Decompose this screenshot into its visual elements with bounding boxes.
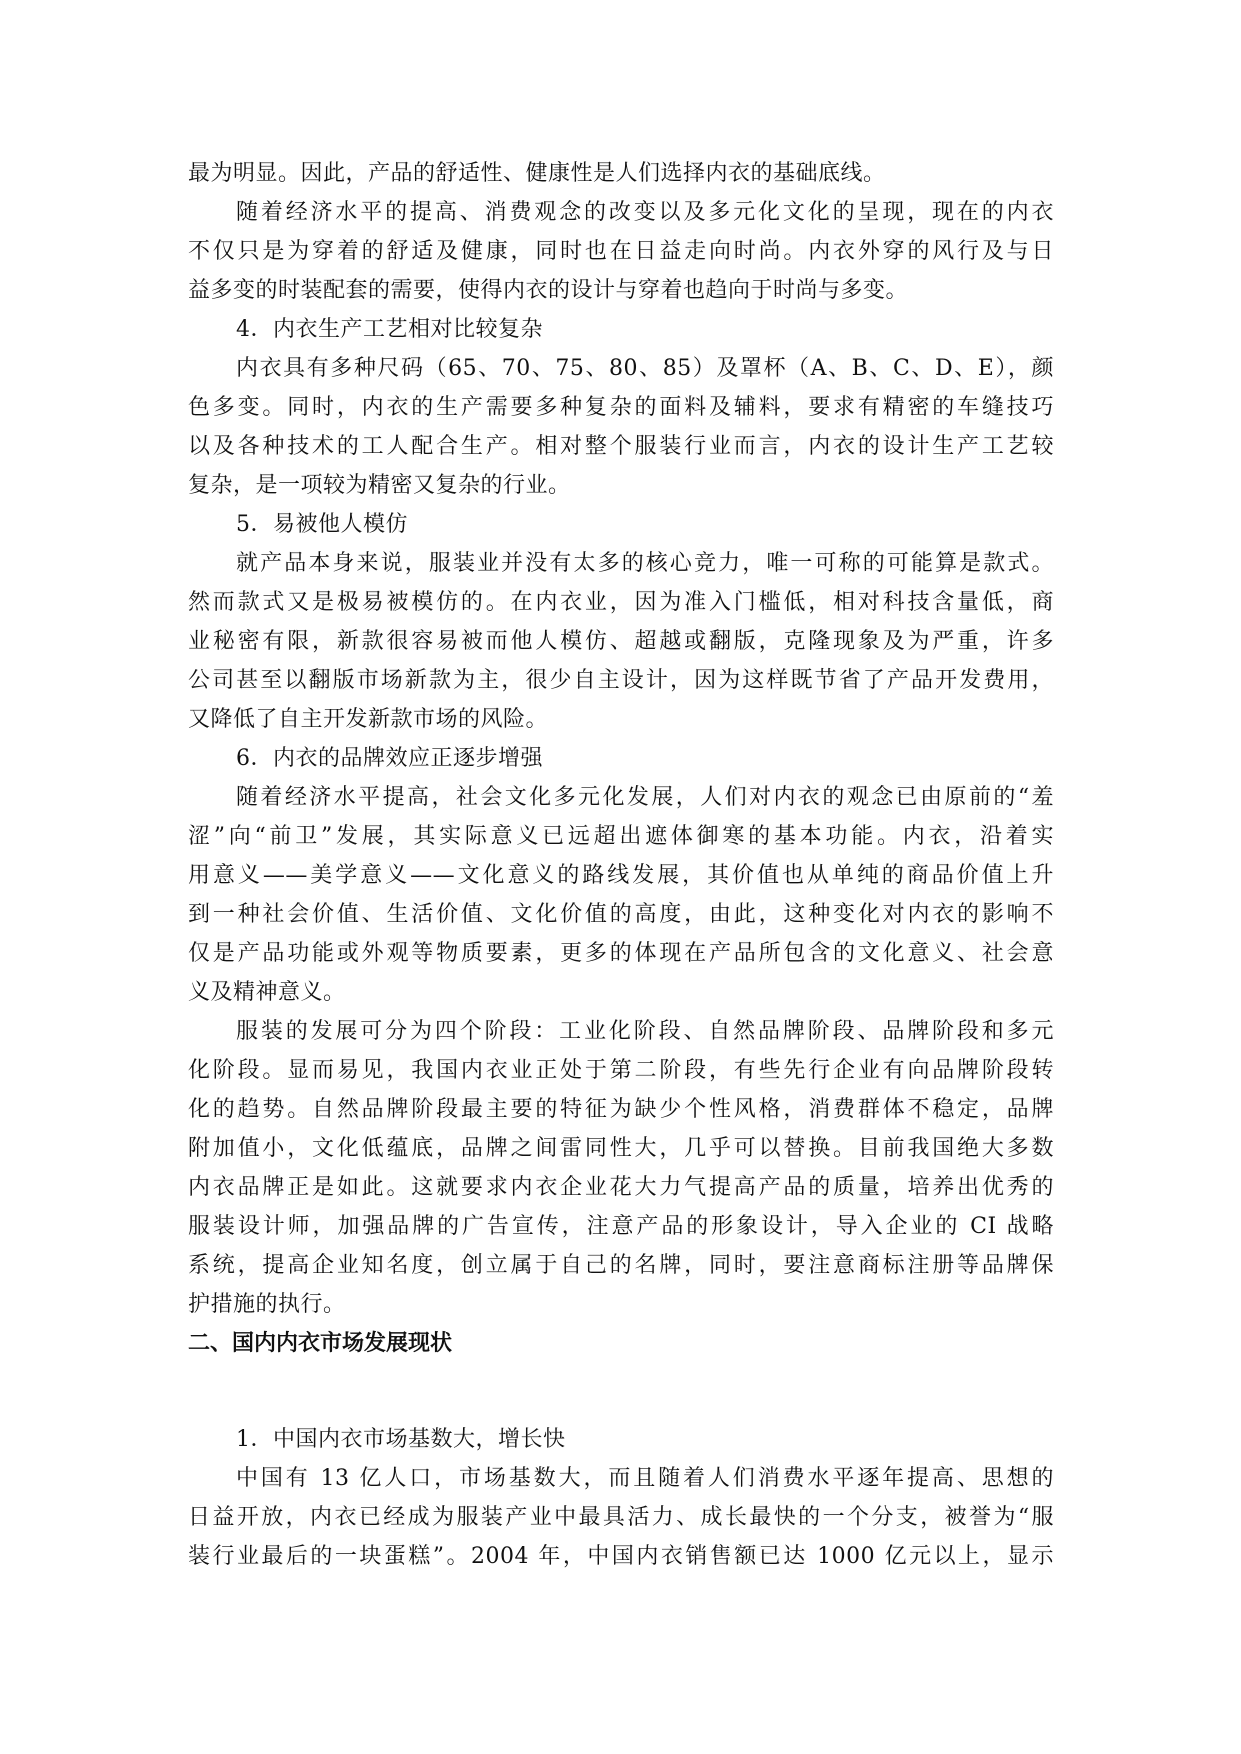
paragraph-line: 业秘密有限，新款很容易被而他人模仿、超越或翻版，克隆现象及为严重，许多 (188, 629, 1054, 654)
paragraph-line: 化的趋势。自然品牌阶段最主要的特征为缺少个性风格，消费群体不稳定，品牌 (188, 1097, 1054, 1122)
paragraph-line: 又降低了自主开发新款市场的风险。 (188, 707, 549, 732)
numbered-subheading: 6．内衣的品牌效应正逐步增强 (236, 746, 543, 771)
paragraph-line: 附加值小，文化低蕴底，品牌之间雷同性大，几乎可以替换。目前我国绝大多数 (188, 1136, 1054, 1161)
paragraph-line: 系统，提高企业知名度，创立属于自己的名牌，同时，要注意商标注册等品牌保 (188, 1253, 1054, 1278)
paragraph-line: 服装设计师，加强品牌的广告宣传，注意产品的形象设计，导入企业的 CI 战略 (188, 1214, 1054, 1239)
paragraph-line: 就产品本身来说，服装业并没有太多的核心竞力，唯一可称的可能算是款式。 (236, 551, 1054, 576)
paragraph-line: 护措施的执行。 (188, 1292, 346, 1317)
paragraph-line: 日益开放，内衣已经成为服装产业中最具活力、成长最快的一个分支，被誉为“服 (188, 1505, 1054, 1530)
paragraph-line: 仅是产品功能或外观等物质要素，更多的体现在产品所包含的文化意义、社会意 (188, 941, 1054, 966)
paragraph-line: 益多变的时装配套的需要，使得内衣的设计与穿着也趋向于时尚与多变。 (188, 278, 909, 303)
numbered-subheading: 1．中国内衣市场基数大，增长快 (236, 1427, 566, 1452)
paragraph-line: 服装的发展可分为四个阶段：工业化阶段、自然品牌阶段、品牌阶段和多元 (236, 1019, 1054, 1044)
paragraph-line: 内衣品牌正是如此。这就要求内衣企业花大力气提高产品的质量，培养出优秀的 (188, 1175, 1054, 1200)
paragraph-line: 色多变。同时，内衣的生产需要多种复杂的面料及辅料，要求有精密的车缝技巧 (188, 395, 1054, 420)
paragraph-line: 义及精神意义。 (188, 980, 346, 1005)
paragraph-line: 以及各种技术的工人配合生产。相对整个服装行业而言，内衣的设计生产工艺较 (188, 434, 1054, 459)
section-spacer (188, 1363, 1054, 1420)
paragraph-line: 最为明显。因此，产品的舒适性、健康性是人们选择内衣的基础底线。 (188, 161, 886, 186)
paragraph-line: 随着经济水平提高，社会文化多元化发展，人们对内衣的观念已由原前的“羞 (236, 785, 1054, 810)
paragraph (188, 193, 1054, 310)
section-heading: 二、国内内衣市场发展现状 (188, 1331, 453, 1356)
paragraph-line: 涩”向“前卫”发展，其实际意义已远超出遮体御寒的基本功能。内衣，沿着实 (188, 824, 1054, 849)
paragraph-line: 用意义——美学意义——文化意义的路线发展，其价值也从单纯的商品价值上升 (188, 863, 1054, 888)
paragraph-line: 化阶段。显而易见，我国内衣业正处于第二阶段，有些先行企业有向品牌阶段转 (188, 1058, 1054, 1083)
paragraph (188, 778, 1054, 1012)
paragraph (188, 544, 1054, 739)
paragraph (188, 154, 1054, 193)
paragraph-line: 复杂，是一项较为精密又复杂的行业。 (188, 473, 571, 498)
paragraph-line: 中国有 13 亿人口，市场基数大，而且随着人们消费水平逐年提高、思想的 (236, 1466, 1054, 1491)
paragraph-line: 随着经济水平的提高、消费观念的改变以及多元化文化的呈现，现在的内衣 (236, 200, 1054, 225)
paragraph (188, 1012, 1054, 1324)
numbered-subheading: 4．内衣生产工艺相对比较复杂 (236, 317, 543, 342)
paragraph (188, 349, 1054, 505)
paragraph-line: 公司甚至以翻版市场新款为主，很少自主设计，因为这样既节省了产品开发费用， (188, 668, 1054, 693)
page-content (188, 154, 1054, 1576)
paragraph-line: 内衣具有多种尺码（65、70、75、80、85）及罩杯（A、B、C、D、E），颜 (236, 356, 1054, 381)
paragraph-line: 到一种社会价值、生活价值、文化价值的高度，由此，这种变化对内衣的影响不 (188, 902, 1054, 927)
paragraph (188, 1459, 1054, 1576)
numbered-subheading: 5．易被他人模仿 (236, 512, 408, 537)
paragraph-line: 装行业最后的一块蛋糕”。2004 年，中国内衣销售额已达 1000 亿元以上，显示 (188, 1544, 1054, 1569)
paragraph-line: 不仅只是为穿着的舒适及健康，同时也在日益走向时尚。内衣外穿的风行及与日 (188, 239, 1054, 264)
paragraph-line: 然而款式又是极易被模仿的。在内衣业，因为准入门槛低，相对科技含量低，商 (188, 590, 1054, 615)
